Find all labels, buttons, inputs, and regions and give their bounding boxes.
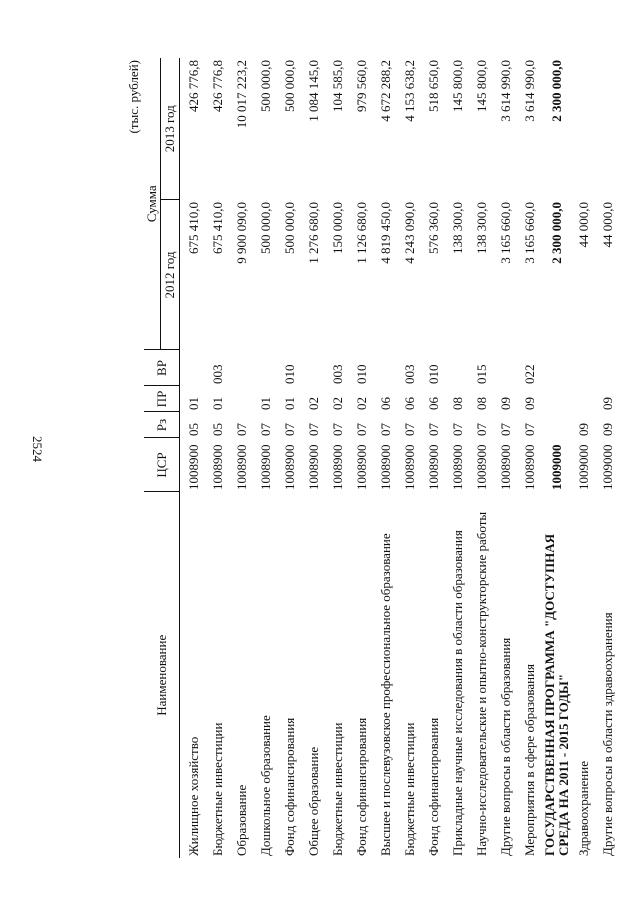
row-rz: 07 [282, 423, 297, 436]
row-pr: 09 [498, 397, 513, 410]
row-csr: 1009000 [600, 444, 615, 490]
rotated-table-page [126, 58, 640, 858]
table-row [230, 58, 254, 858]
row-amount-2013: 104 585,0 [330, 60, 345, 112]
row-pr: 08 [450, 397, 465, 410]
row-rz: 07 [474, 423, 489, 436]
row-amount-2012: 138 300,0 [450, 202, 465, 254]
table-row [542, 58, 572, 858]
row-vr: 015 [474, 364, 489, 384]
header-vr: ВР [144, 350, 180, 386]
table-row [596, 58, 620, 858]
row-rz: 07 [258, 423, 273, 436]
row-pr: 09 [600, 397, 615, 410]
header-csr: ЦСР [144, 438, 180, 492]
table-row [326, 58, 350, 858]
row-vr: 010 [426, 364, 441, 384]
row-csr: 1008900 [234, 444, 249, 490]
table-row [446, 58, 470, 858]
row-rz: 07 [498, 423, 513, 436]
header-year-2013: 2013 год [161, 58, 180, 200]
row-amount-2012: 675 410,0 [186, 202, 201, 254]
row-pr: 01 [282, 397, 297, 410]
row-name: Жилищное хозяйство [186, 736, 201, 856]
row-pr: 06 [426, 397, 441, 410]
row-csr: 1008900 [210, 444, 225, 490]
row-csr: 1008900 [450, 444, 465, 490]
row-vr: 003 [330, 364, 345, 384]
row-amount-2013: 2 300 000,0 [549, 60, 564, 122]
row-csr: 1008900 [186, 444, 201, 490]
row-amount-2012: 44 000,0 [600, 202, 615, 248]
header-year-2012: 2012 год [161, 200, 180, 350]
row-rz: 07 [522, 423, 537, 436]
table-row [422, 58, 446, 858]
table-header [144, 58, 180, 858]
row-rz: 07 [330, 423, 345, 436]
row-pr: 06 [378, 397, 393, 410]
row-name: Высшее и послевузовское профессиональное образование [378, 533, 393, 856]
row-pr [230, 386, 254, 412]
row-csr: 1008900 [426, 444, 441, 490]
row-csr: 1008900 [474, 444, 489, 490]
row-name: Прикладные научные исследования в области образования [450, 530, 465, 856]
table-row [494, 58, 518, 858]
row-vr [572, 350, 596, 386]
row-pr [542, 386, 572, 412]
row-rz: 07 [426, 423, 441, 436]
row-amount-2012: 3 165 660,0 [522, 202, 537, 264]
row-amount-2012: 576 360,0 [426, 202, 441, 254]
row-vr [494, 350, 518, 386]
row-rz: 09 [600, 423, 615, 436]
row-rz: 05 [210, 423, 225, 436]
row-vr [596, 350, 620, 386]
row-csr: 1008900 [378, 444, 393, 490]
row-pr: 01 [258, 397, 273, 410]
row-name: Другие вопросы в области здравоохранения [600, 612, 615, 856]
row-pr: 02 [354, 397, 369, 410]
row-pr: 01 [210, 397, 225, 410]
row-vr [446, 350, 470, 386]
row-amount-2013: 1 084 145,0 [306, 60, 321, 122]
row-amount-2013: 426 776,8 [186, 60, 201, 112]
row-vr: 022 [522, 364, 537, 384]
row-rz: 07 [306, 423, 321, 436]
row-name: Фонд софинансирования [354, 717, 369, 856]
row-amount-2013: 3 614 990,0 [498, 60, 513, 122]
row-name: Общее образование [306, 746, 321, 856]
row-amount-2013: 145 800,0 [474, 60, 489, 112]
row-amount-2012: 9 900 090,0 [234, 202, 249, 264]
row-rz: 07 [402, 423, 417, 436]
row-amount-2012: 4 243 090,0 [402, 202, 417, 264]
row-name: Дошкольное образование [258, 715, 273, 856]
table-row [254, 58, 278, 858]
row-rz: 07 [354, 423, 369, 436]
table-row [470, 58, 494, 858]
row-pr [572, 386, 596, 412]
row-amount-2012: 1 126 680,0 [354, 202, 369, 264]
table-row [302, 58, 326, 858]
row-vr [542, 350, 572, 386]
row-vr [230, 350, 254, 386]
row-name: Бюджетные инвестиции [330, 722, 345, 856]
row-amount-2013: 145 800,0 [450, 60, 465, 112]
row-amount-2012: 2 300 000,0 [549, 202, 564, 264]
row-amount-2012: 500 000,0 [282, 202, 297, 254]
table-row [374, 58, 398, 858]
header-sum: Сумма [144, 58, 161, 350]
row-name: Бюджетные инвестиции [210, 722, 225, 856]
header-name: Наименование [144, 492, 180, 858]
row-amount-2012: 3 165 660,0 [498, 202, 513, 264]
row-name: ГОСУДАРСТВЕННАЯ ПРОГРАММА "ДОСТУПНАЯ СРЕДА НА 2011 - 2015 ГОДЫ" [542, 534, 571, 856]
row-amount-2013 [596, 58, 620, 200]
row-amount-2012: 44 000,0 [576, 202, 591, 248]
table-row [278, 58, 302, 858]
row-amount-2013: 4 153 638,2 [402, 60, 417, 122]
row-vr: 003 [210, 364, 225, 384]
table-row [398, 58, 422, 858]
row-amount-2012: 4 819 450,0 [378, 202, 393, 264]
row-amount-2013: 500 000,0 [258, 60, 273, 112]
row-amount-2013: 10 017 223,2 [234, 60, 249, 129]
row-rz [542, 412, 572, 438]
row-name: Фонд софинансирования [282, 717, 297, 856]
header-rz: Рз [144, 412, 180, 438]
table-body [180, 58, 621, 858]
row-amount-2013: 500 000,0 [282, 60, 297, 112]
table-row [572, 58, 596, 858]
row-csr: 1008900 [306, 444, 321, 490]
table-row [350, 58, 374, 858]
row-rz: 07 [450, 423, 465, 436]
row-csr: 1008900 [282, 444, 297, 490]
row-amount-2013: 426 776,8 [210, 60, 225, 112]
row-name: Другие вопросы в области образования [498, 637, 513, 856]
row-amount-2012: 675 410,0 [210, 202, 225, 254]
row-pr: 01 [186, 397, 201, 410]
header-pr: ПР [144, 386, 180, 412]
row-rz: 07 [234, 423, 249, 436]
row-amount-2013: 979 560,0 [354, 60, 369, 112]
row-csr: 1008900 [354, 444, 369, 490]
row-amount-2013: 518 650,0 [426, 60, 441, 112]
row-rz: 07 [378, 423, 393, 436]
row-pr: 02 [306, 397, 321, 410]
row-name: Фонд софинансирования [426, 717, 441, 856]
row-csr: 1009000 [576, 444, 591, 490]
row-amount-2012: 138 300,0 [474, 202, 489, 254]
row-amount-2012: 1 276 680,0 [306, 202, 321, 264]
row-name: Образование [234, 784, 249, 856]
row-csr: 1008900 [498, 444, 513, 490]
row-name: Научно-исследовательские и опытно-конструкторские работы [474, 511, 489, 856]
row-vr [302, 350, 326, 386]
row-csr: 1008900 [402, 444, 417, 490]
table-row [180, 58, 207, 858]
row-amount-2013: 3 614 990,0 [522, 60, 537, 122]
units-note: (тыс. рублей) [126, 60, 141, 134]
row-rz: 09 [576, 423, 591, 436]
row-pr: 06 [402, 397, 417, 410]
row-pr: 08 [474, 397, 489, 410]
row-csr: 1008900 [522, 444, 537, 490]
row-amount-2013 [572, 58, 596, 200]
page-number: 2524 [30, 436, 45, 462]
row-csr: 1008900 [330, 444, 345, 490]
row-name: Бюджетные инвестиции [402, 722, 417, 856]
row-amount-2013: 4 672 288,2 [378, 60, 393, 122]
row-name: Мероприятия в сфере образования [522, 663, 537, 856]
row-csr: 1009000 [549, 444, 564, 490]
row-pr: 02 [330, 397, 345, 410]
row-rz: 05 [186, 423, 201, 436]
row-pr: 09 [522, 397, 537, 410]
budget-table [144, 58, 620, 858]
row-amount-2012: 500 000,0 [258, 202, 273, 254]
row-vr [374, 350, 398, 386]
table-row [206, 58, 230, 858]
row-vr [254, 350, 278, 386]
row-vr: 010 [354, 364, 369, 384]
row-vr [180, 350, 207, 386]
table-row [518, 58, 542, 858]
row-vr: 010 [282, 364, 297, 384]
row-vr: 003 [402, 364, 417, 384]
row-name: Здравоохранение [576, 761, 591, 856]
row-amount-2012: 150 000,0 [330, 202, 345, 254]
row-csr: 1008900 [258, 444, 273, 490]
